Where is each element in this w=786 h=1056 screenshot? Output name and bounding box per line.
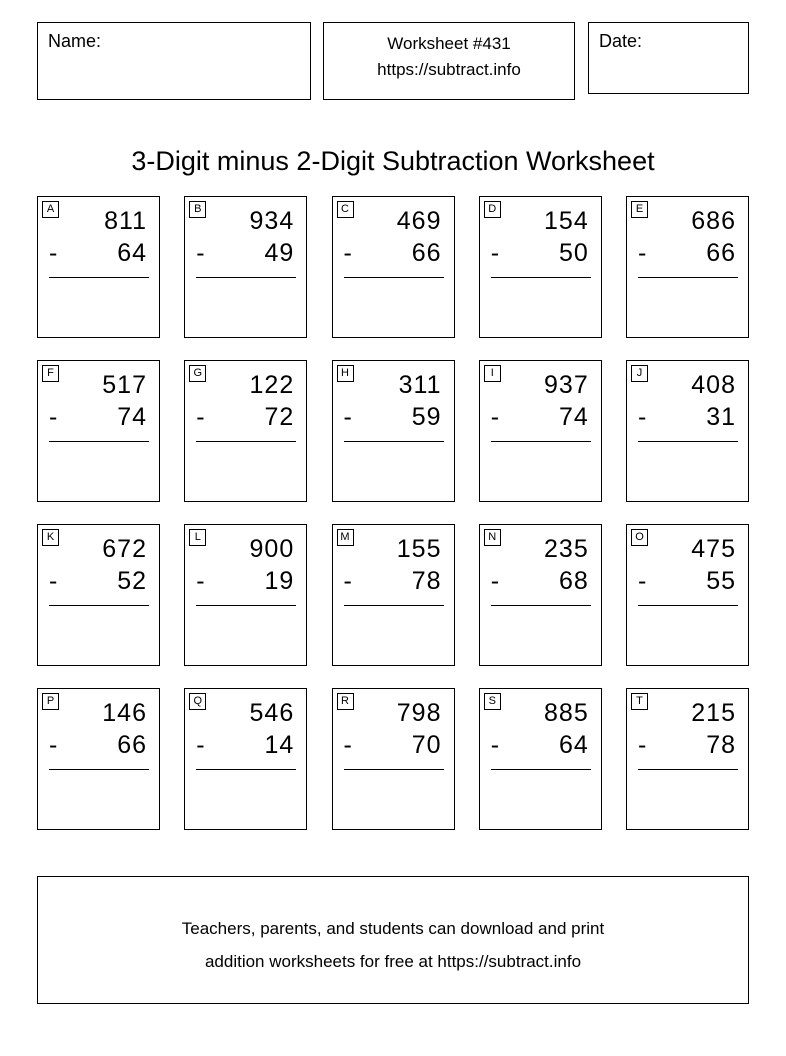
problem-numbers bbox=[47, 534, 147, 596]
subtraction-line bbox=[194, 566, 294, 596]
problem-cell[interactable] bbox=[479, 688, 602, 830]
problem-numbers bbox=[489, 206, 589, 268]
footer-box bbox=[37, 876, 749, 1004]
minuend: 235 bbox=[544, 535, 589, 563]
answer-rule bbox=[196, 605, 296, 606]
problem-row bbox=[37, 196, 749, 338]
subtraction-line bbox=[636, 730, 736, 760]
problem-grid bbox=[37, 196, 749, 852]
subtrahend: 74 bbox=[117, 403, 147, 431]
minuend: 146 bbox=[102, 699, 147, 727]
problem-cell[interactable] bbox=[332, 688, 455, 830]
problem-label: E bbox=[631, 201, 648, 218]
problem-numbers bbox=[489, 534, 589, 596]
answer-rule bbox=[344, 277, 444, 278]
problem-label: B bbox=[189, 201, 206, 218]
problem-label: S bbox=[484, 693, 501, 710]
problem-numbers bbox=[636, 370, 736, 432]
problem-numbers bbox=[47, 370, 147, 432]
problem-label: N bbox=[484, 529, 501, 546]
operator-symbol: - bbox=[638, 403, 647, 431]
minuend: 154 bbox=[544, 207, 589, 235]
problem-cell[interactable] bbox=[184, 688, 307, 830]
minuend: 408 bbox=[691, 371, 736, 399]
subtraction-line bbox=[342, 402, 442, 432]
problem-label: K bbox=[42, 529, 59, 546]
minuend: 900 bbox=[249, 535, 295, 563]
minuend: 311 bbox=[398, 371, 442, 399]
minuend: 475 bbox=[691, 535, 736, 563]
subtrahend: 14 bbox=[264, 731, 295, 759]
problem-label: A bbox=[42, 201, 59, 218]
problem-numbers bbox=[489, 370, 589, 432]
problem-numbers bbox=[636, 206, 736, 268]
subtrahend: 68 bbox=[558, 567, 589, 595]
answer-rule bbox=[638, 441, 738, 442]
operator-symbol: - bbox=[343, 403, 352, 431]
problem-row bbox=[37, 524, 749, 666]
name-field-box[interactable] bbox=[37, 22, 311, 100]
subtrahend: 66 bbox=[411, 239, 442, 267]
problem-numbers bbox=[47, 698, 147, 760]
name-label: Name: bbox=[48, 31, 102, 51]
answer-rule bbox=[638, 769, 738, 770]
subtraction-line bbox=[489, 566, 589, 596]
problem-cell[interactable] bbox=[184, 360, 307, 502]
problem-numbers bbox=[342, 534, 442, 596]
problem-cell[interactable] bbox=[626, 524, 749, 666]
subtraction-line bbox=[489, 730, 589, 760]
subtraction-line bbox=[636, 566, 736, 596]
problem-cell[interactable] bbox=[184, 524, 307, 666]
minuend: 122 bbox=[249, 371, 295, 399]
problem-numbers bbox=[194, 698, 294, 760]
operator-symbol: - bbox=[49, 567, 58, 595]
subtraction-line bbox=[194, 238, 294, 268]
subtrahend: 70 bbox=[411, 731, 442, 759]
subtraction-line bbox=[636, 238, 736, 268]
problem-row bbox=[37, 688, 749, 830]
operator-symbol: - bbox=[638, 567, 647, 595]
problem-row bbox=[37, 360, 749, 502]
answer-rule bbox=[344, 441, 444, 442]
problem-label: R bbox=[337, 693, 354, 710]
operator-symbol: - bbox=[490, 403, 500, 431]
minuend: 215 bbox=[691, 699, 736, 727]
answer-rule bbox=[49, 277, 149, 278]
subtraction-line bbox=[489, 238, 589, 268]
footer-line-1: Teachers, parents, and students can download and print bbox=[181, 919, 605, 938]
minuend: 155 bbox=[396, 535, 442, 563]
problem-numbers bbox=[636, 534, 736, 596]
worksheet-url: https://subtract.info bbox=[377, 60, 521, 79]
problem-cell[interactable] bbox=[626, 688, 749, 830]
minuend: 937 bbox=[544, 371, 589, 399]
operator-symbol: - bbox=[196, 403, 205, 431]
problem-label: P bbox=[42, 693, 59, 710]
page-title: 3-Digit minus 2-Digit Subtraction Worksheet bbox=[131, 146, 655, 177]
answer-rule bbox=[49, 769, 149, 770]
problem-cell[interactable] bbox=[479, 360, 602, 502]
problem-numbers bbox=[489, 698, 589, 760]
operator-symbol: - bbox=[49, 403, 58, 431]
problem-numbers bbox=[342, 206, 442, 268]
operator-symbol: - bbox=[49, 731, 58, 759]
subtraction-line bbox=[636, 402, 736, 432]
minuend: 469 bbox=[396, 207, 442, 235]
answer-rule bbox=[49, 605, 149, 606]
problem-numbers bbox=[194, 534, 294, 596]
minuend: 546 bbox=[249, 699, 295, 727]
problem-label: G bbox=[189, 365, 206, 382]
problem-label: H bbox=[337, 365, 354, 382]
footer-line-2: addition worksheets for free at https://subtract.info bbox=[204, 952, 582, 971]
problem-cell[interactable] bbox=[626, 360, 749, 502]
subtrahend: 50 bbox=[558, 239, 589, 267]
problem-cell[interactable] bbox=[37, 360, 160, 502]
subtraction-line bbox=[194, 730, 294, 760]
operator-symbol: - bbox=[638, 731, 647, 759]
subtraction-line bbox=[47, 402, 147, 432]
worksheet-header bbox=[37, 22, 749, 102]
problem-numbers bbox=[342, 370, 442, 432]
problem-cell[interactable] bbox=[626, 196, 749, 338]
problem-numbers bbox=[194, 206, 294, 268]
problem-cell[interactable] bbox=[479, 196, 602, 338]
minuend: 798 bbox=[396, 699, 442, 727]
answer-rule bbox=[491, 441, 591, 442]
problem-cell[interactable] bbox=[332, 360, 455, 502]
answer-rule bbox=[638, 605, 738, 606]
problem-label: O bbox=[631, 529, 648, 546]
subtraction-line bbox=[342, 730, 442, 760]
subtrahend: 64 bbox=[558, 731, 589, 759]
subtraction-line bbox=[47, 566, 147, 596]
operator-symbol: - bbox=[638, 239, 647, 267]
date-field-box[interactable] bbox=[588, 22, 749, 94]
problem-cell[interactable] bbox=[332, 196, 455, 338]
answer-rule bbox=[196, 769, 296, 770]
answer-rule bbox=[638, 277, 738, 278]
problem-numbers bbox=[342, 698, 442, 760]
problem-label: D bbox=[484, 201, 501, 218]
problem-numbers bbox=[194, 370, 294, 432]
problem-cell[interactable] bbox=[332, 524, 455, 666]
answer-rule bbox=[344, 769, 444, 770]
subtraction-line bbox=[47, 730, 147, 760]
answer-rule bbox=[491, 277, 591, 278]
subtrahend: 49 bbox=[264, 239, 295, 267]
problem-cell[interactable] bbox=[184, 196, 307, 338]
worksheet-info-box bbox=[323, 22, 575, 100]
subtrahend: 52 bbox=[117, 567, 147, 595]
operator-symbol: - bbox=[343, 567, 352, 595]
problem-numbers bbox=[47, 206, 147, 268]
minuend: 885 bbox=[544, 699, 589, 727]
minuend: 811 bbox=[104, 207, 147, 235]
worksheet-number: Worksheet #431 bbox=[387, 34, 511, 53]
minuend: 686 bbox=[691, 207, 736, 235]
operator-symbol: - bbox=[490, 731, 500, 759]
answer-rule bbox=[196, 441, 296, 442]
subtrahend: 19 bbox=[264, 567, 295, 595]
subtrahend: 64 bbox=[117, 239, 147, 267]
answer-rule bbox=[491, 605, 591, 606]
subtrahend: 74 bbox=[558, 403, 589, 431]
subtraction-line bbox=[342, 238, 442, 268]
minuend: 672 bbox=[102, 535, 147, 563]
answer-rule bbox=[196, 277, 296, 278]
minuend: 517 bbox=[102, 371, 147, 399]
operator-symbol: - bbox=[196, 567, 205, 595]
subtrahend: 66 bbox=[706, 239, 736, 267]
answer-rule bbox=[491, 769, 591, 770]
subtrahend: 66 bbox=[117, 731, 147, 759]
subtrahend: 59 bbox=[411, 403, 442, 431]
subtrahend: 78 bbox=[706, 731, 736, 759]
answer-rule bbox=[49, 441, 149, 442]
problem-label: J bbox=[631, 365, 648, 382]
problem-cell[interactable] bbox=[37, 524, 160, 666]
operator-symbol: - bbox=[490, 567, 500, 595]
date-label: Date: bbox=[599, 31, 643, 51]
problem-label: I bbox=[484, 365, 501, 382]
operator-symbol: - bbox=[490, 239, 500, 267]
subtrahend: 78 bbox=[411, 567, 442, 595]
operator-symbol: - bbox=[343, 731, 352, 759]
problem-label: Q bbox=[189, 693, 206, 710]
subtraction-line bbox=[489, 402, 589, 432]
operator-symbol: - bbox=[196, 239, 205, 267]
operator-symbol: - bbox=[343, 239, 352, 267]
problem-numbers bbox=[636, 698, 736, 760]
problem-label: C bbox=[337, 201, 354, 218]
problem-cell[interactable] bbox=[37, 196, 160, 338]
subtrahend: 31 bbox=[706, 403, 736, 431]
minuend: 934 bbox=[249, 207, 295, 235]
problem-label: L bbox=[189, 529, 206, 546]
problem-label: T bbox=[631, 693, 648, 710]
answer-rule bbox=[344, 605, 444, 606]
problem-label: M bbox=[337, 529, 354, 546]
operator-symbol: - bbox=[49, 239, 58, 267]
problem-cell[interactable] bbox=[37, 688, 160, 830]
subtraction-line bbox=[194, 402, 294, 432]
problem-cell[interactable] bbox=[479, 524, 602, 666]
problem-label: F bbox=[42, 365, 59, 382]
operator-symbol: - bbox=[196, 731, 205, 759]
subtrahend: 55 bbox=[706, 567, 736, 595]
subtraction-line bbox=[47, 238, 147, 268]
subtraction-line bbox=[342, 566, 442, 596]
subtrahend: 72 bbox=[264, 403, 295, 431]
